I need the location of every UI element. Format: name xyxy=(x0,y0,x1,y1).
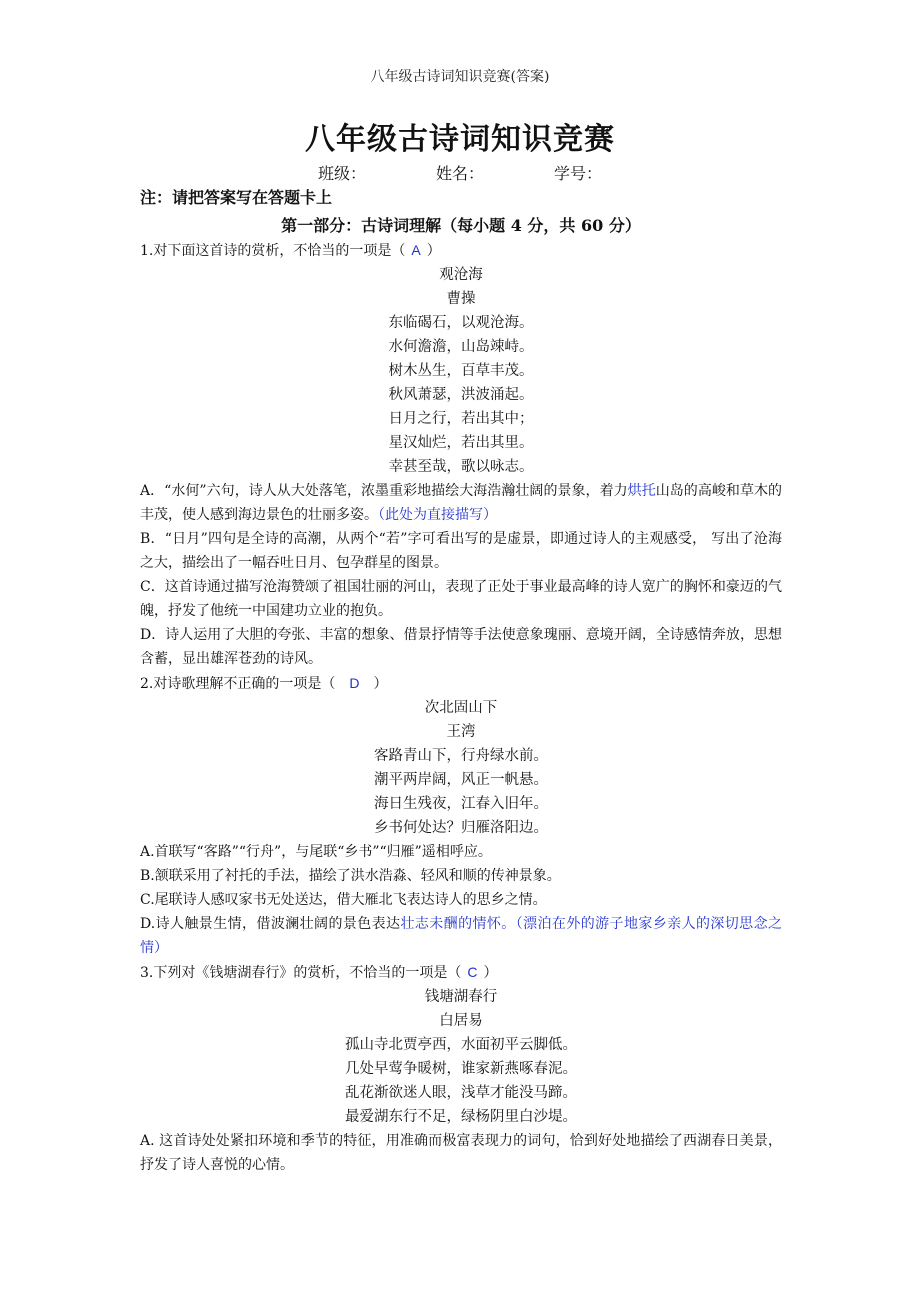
student-id-label: 学号： xyxy=(554,164,603,183)
question-2-option-c: C.尾联诗人感叹家书无处送达，借大雁北飞表达诗人的思乡之情。 xyxy=(140,892,547,908)
poem-2-line: 客路青山下，行舟绿水前。 xyxy=(374,748,548,764)
poem-3-line: 乱花渐欲迷人眼，浅草才能没马蹄。 xyxy=(345,1085,577,1101)
option-a-note: （此处为直接描写） xyxy=(378,507,497,523)
poem-2-author: 王湾 xyxy=(446,724,476,740)
question-3-stem xyxy=(140,960,782,985)
question-2-option-b: B.颔联采用了衬托的手法，描绘了洪水浩淼、轻风和顺的传神景象。 xyxy=(140,868,561,884)
question-3-answer: C xyxy=(467,964,478,980)
running-header: 八年级古诗词知识竞赛(答案) xyxy=(370,69,550,85)
poem-1-line: 水何澹澹，山岛竦峙。 xyxy=(388,339,534,355)
question-2-paren-close: ） xyxy=(373,676,388,692)
poem-3-title: 钱塘湖春行 xyxy=(424,989,498,1005)
poem-1-title: 观沧海 xyxy=(439,267,483,283)
poem-1-line: 东临碣石，以观沧海。 xyxy=(388,315,534,331)
poem-2-line: 乡书何处达？归雁洛阳边。 xyxy=(374,820,548,836)
instruction-note: 注：请把答案写在答题卡上 xyxy=(140,188,333,207)
document-body xyxy=(140,186,782,1177)
poem-1-line: 日月之行，若出其中； xyxy=(388,411,534,427)
name-label: 姓名： xyxy=(435,164,484,183)
question-2-stem xyxy=(140,671,782,696)
question-1-stem xyxy=(140,238,782,263)
question-3-paren-close: ） xyxy=(483,965,498,981)
poem-1-author: 曹操 xyxy=(446,291,476,307)
poem-2-title: 次北固山下 xyxy=(424,700,498,716)
question-1-answer: A xyxy=(411,242,421,258)
question-2-text: 2.对诗歌理解不正确的一项是（ xyxy=(140,676,336,692)
question-1-option-d: D．诗人运用了大胆的夸张、丰富的想象、借景抒情等手法使意象瑰丽、意境开阔，全诗感情奔放，思想含蓄，显出雄浑苍劲的诗风。 xyxy=(140,627,782,667)
option-d-highlight: 壮志未酬的情怀。（漂泊在外的游子地家乡亲人的深切思念之情） xyxy=(140,916,782,956)
poem-1-line: 星汉灿烂，若出其里。 xyxy=(388,435,534,451)
poem-2-line: 潮平两岸阔，风正一帆悬。 xyxy=(374,772,548,788)
poem-3-line: 孤山寺北贾亭西，水面初平云脚低。 xyxy=(345,1037,577,1053)
poem-2-line: 海日生残夜，江春入旧年。 xyxy=(374,796,548,812)
question-2-option-d xyxy=(140,912,782,960)
poem-3-author: 白居易 xyxy=(439,1013,483,1029)
poem-1-line: 秋风萧瑟，洪波涌起。 xyxy=(388,387,534,403)
option-a-highlight: 烘托 xyxy=(627,483,656,499)
question-1-option-a xyxy=(140,479,782,527)
poem-3-line: 几处早莺争暖树，谁家新燕啄春泥。 xyxy=(345,1061,577,1077)
option-a-text-end: 山岛的高峻和草木的丰茂，使人感到海边景色的壮丽多姿。 xyxy=(140,483,783,523)
section-title: 第一部分：古诗词理解（每小题 4 分，共 60 分） xyxy=(281,216,641,235)
poem-1-line: 树木丛生，百草丰茂。 xyxy=(388,363,534,379)
student-info-line xyxy=(0,161,920,184)
question-2-option-a: A.首联写“客路”“行舟”，与尾联“乡书”“归雁”遥相呼应。 xyxy=(140,844,492,860)
option-d-text: D.诗人触景生情，借波澜壮阔的景色表达 xyxy=(140,916,401,932)
page-title: 八年级古诗词知识竞赛 xyxy=(305,122,615,157)
poem-1-line: 幸甚至哉，歌以咏志。 xyxy=(388,459,534,475)
class-label: 班级： xyxy=(317,164,366,183)
option-a-text: A．“水何”六句，诗人从大处落笔，浓墨重彩地描绘大海浩瀚壮阔的景象，着力 xyxy=(140,483,628,499)
question-1-paren-close: ） xyxy=(426,243,441,259)
question-2-answer: D xyxy=(349,675,360,691)
question-3-text: 3.下列对《钱塘湖春行》的赏析，不恰当的一项是（ xyxy=(140,965,462,981)
poem-3-line: 最爱湖东行不足，绿杨阴里白沙堤。 xyxy=(345,1109,577,1125)
question-1-option-b: B．“日月”四句是全诗的高潮，从两个“若”字可看出写的是虚景，即通过诗人的主观感受， 写出了沧海之大，描绘出了一幅吞吐日月、包孕群星的图景。 xyxy=(140,531,782,571)
question-3-option-a: A. 这首诗处处紧扣环境和季节的特征，用准确而极富表现力的词句，恰到好处地描绘了西湖春日美景，抒发了诗人喜悦的心情。 xyxy=(140,1133,782,1173)
question-1-option-c: C．这首诗通过描写沧海赞颂了祖国壮丽的河山，表现了正处于事业最高峰的诗人宽广的胸怀和豪迈的气魄，抒发了他统一中国建功立业的抱负。 xyxy=(140,579,782,619)
question-1-text: 1.对下面这首诗的赏析，不恰当的一项是（ xyxy=(140,243,406,259)
